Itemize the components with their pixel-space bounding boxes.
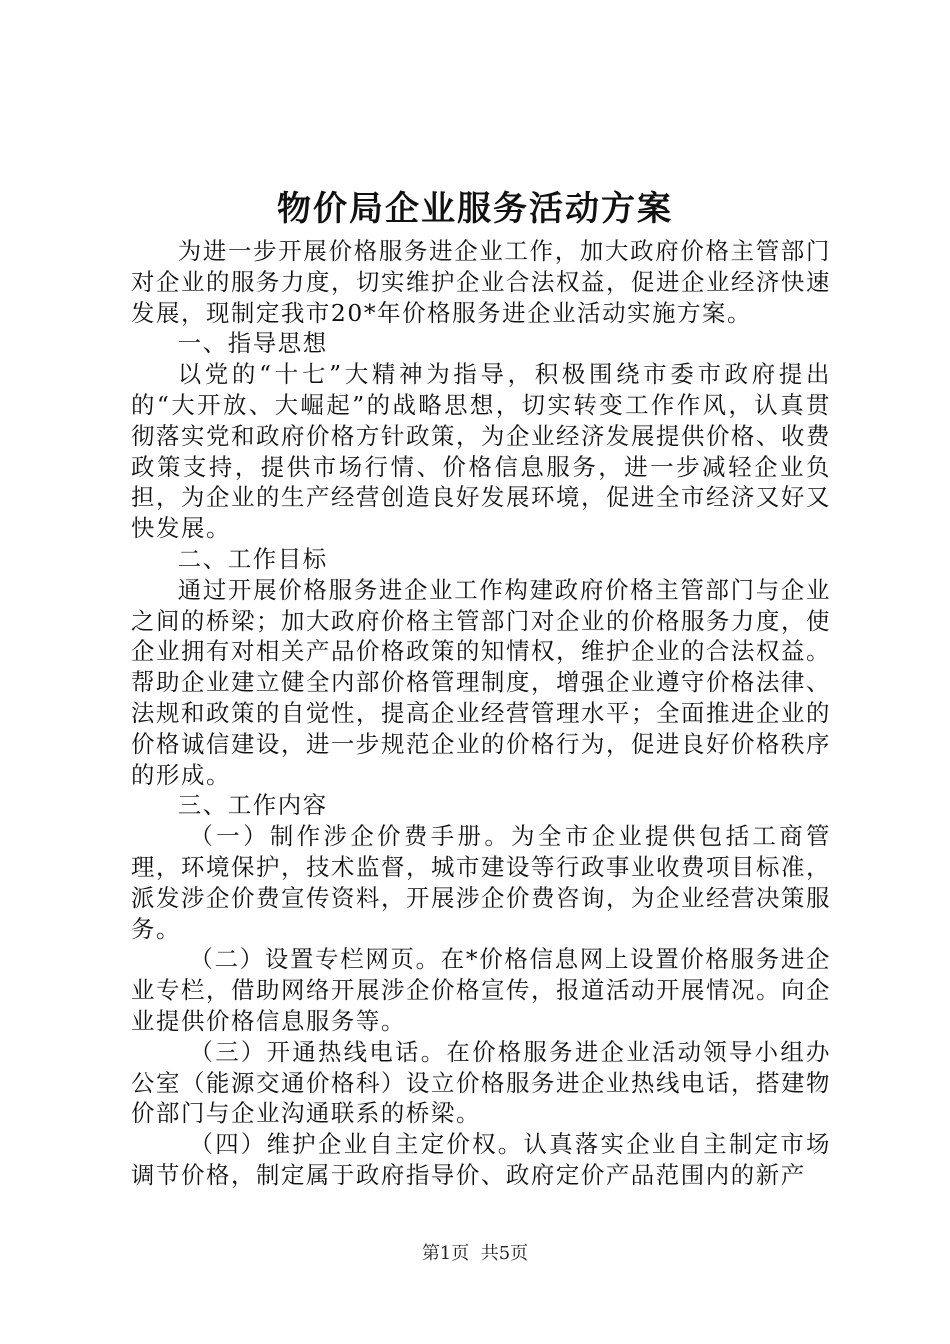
document-body [131,236,831,1191]
page-number: 第1页 [421,1243,470,1264]
section-heading-work-content: 三、工作内容 [177,791,328,820]
work-item-2: （二）设置专栏网页。在*价格信息网上设置价格服务进企业专栏，借助网络开展涉企价格宣传，报道活动开展情况。向企业提供价格信息服务等。 [131,945,831,1035]
section-heading-guiding-ideology: 一、指导思想 [177,329,328,358]
work-goals-paragraph: 通过开展价格服务进企业工作构建政府价格主管部门与企业之间的桥梁；加大政府价格主管部门对企业的价格服务力度，使企业拥有对相关产品价格政策的知情权，维护企业的合法权益。帮助企业建立健全内部价格管理制度，增强企业遵守价格法律、法规和政策的自觉性，提高企业经营管理水平；全面推进企业的价格诚信建设，进一步规范企业的价格行为，促进良好价格秩序的形成。 [131,575,831,789]
page-footer [0,1242,950,1266]
work-item-4: （四）维护企业自主定价权。认真落实企业自主制定市场调节价格，制定属于政府指导价、政府定价产品范围内的新产 [131,1130,831,1189]
page-total: 共5页 [480,1243,529,1264]
work-item-3: （三）开通热线电话。在价格服务进企业活动领导小组办公室（能源交通价格科）设立价格服务进企业热线电话，搭建物价部门与企业沟通联系的桥梁。 [131,1037,831,1128]
guiding-ideology-paragraph: 以党的“十七”大精神为指导，积极围绕市委市政府提出的“大开放、大崛起”的战略思想，切实转变工作作风，认真贯彻落实党和政府价格方针政策，为企业经济发展提供价格、收费政策支持，提供市场行情、价格信息服务，进一步减轻企业负担，为企业的生产经营创造良好发展环境，促进全市经济又好又快发展。 [131,360,831,543]
document-title: 物价局企业服务活动方案 [277,189,673,229]
work-item-1: （一）制作涉企价费手册。为全市企业提供包括工商管理，环境保护，技术监督，城市建设等行政事业收费项目标准，派发涉企价费宣传资料，开展涉企价费咨询，为企业经营决策服务。 [131,822,831,943]
section-heading-work-goals: 二、工作目标 [177,544,328,573]
intro-paragraph: 为进一步开展价格服务进企业工作，加大政府价格主管部门对企业的服务力度，切实维护企业合法权益，促进企业经济快速发展，现制定我市20*年价格服务进企业活动实施方案。 [131,237,831,327]
